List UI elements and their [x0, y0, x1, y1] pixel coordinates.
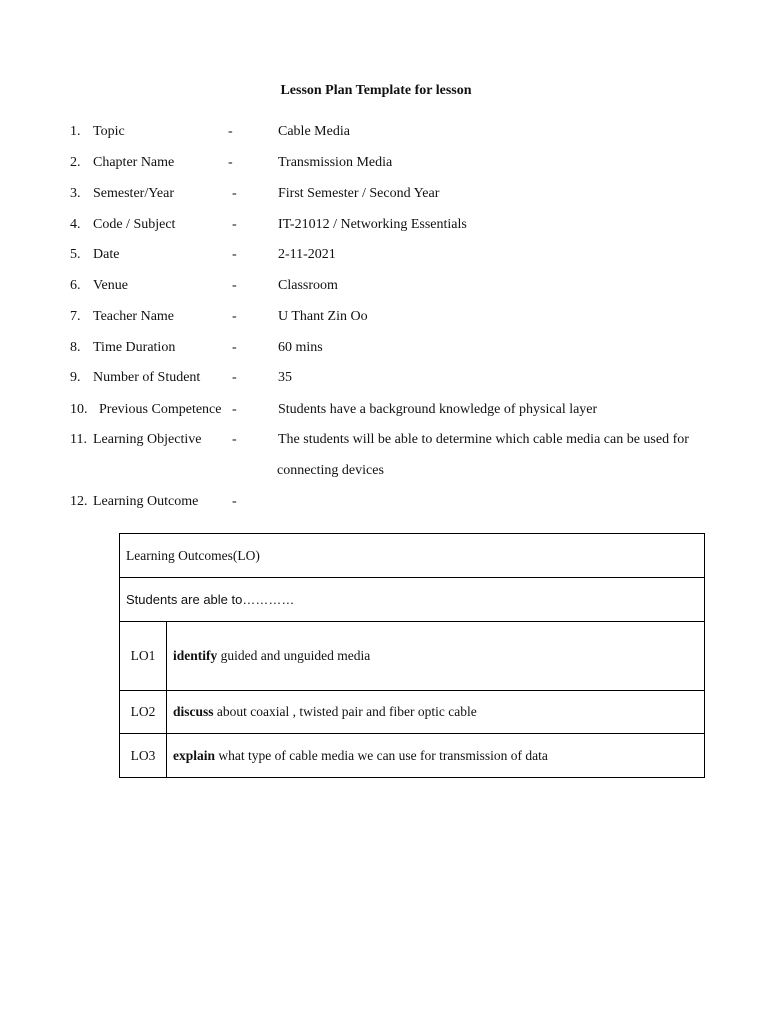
item-number: 7.: [70, 309, 81, 324]
list-item-learning-outcome: [0, 492, 768, 512]
learning-outcomes-table: [119, 533, 705, 778]
table-header-cell: Learning Outcomes(LO): [120, 534, 705, 578]
item-value: U Thant Zin Oo: [278, 309, 368, 324]
outcome-code-cell: LO1: [120, 622, 167, 691]
item-label: Semester/Year: [93, 186, 175, 201]
outcome-description-cell: [167, 622, 705, 691]
item-separator: -: [232, 494, 237, 509]
table-subheader-cell: Students are able to…………: [120, 578, 705, 622]
item-value: The students will be able to determine which cable media can be used for: [278, 432, 689, 447]
item-value: First Semester / Second Year: [278, 186, 440, 201]
item-number: 1.: [70, 124, 81, 139]
table-row: [120, 622, 705, 691]
table-row: [120, 691, 705, 734]
item-separator: -: [232, 217, 237, 232]
item-label: Time Duration: [93, 340, 176, 355]
list-item-code-subject: [0, 215, 768, 235]
item-number: 8.: [70, 340, 81, 355]
outcome-verb: identify: [173, 648, 218, 663]
outcome-text: guided and unguided media: [217, 648, 371, 663]
list-item-learning-objective: [0, 430, 768, 450]
item-separator: -: [232, 247, 237, 262]
table-header-row: [120, 534, 705, 578]
item-value: 2-11-2021: [278, 247, 336, 262]
item-separator: -: [232, 340, 237, 355]
item-label: Previous Competence: [99, 402, 222, 417]
item-number: 3.: [70, 186, 81, 201]
list-item-chapter-name: [0, 153, 768, 173]
item-label: Teacher Name: [93, 309, 175, 324]
outcome-code-cell: LO3: [120, 734, 167, 778]
item-separator: -: [232, 186, 237, 201]
item-number: 10.: [70, 402, 88, 417]
document-title: Lesson Plan Template for lesson: [280, 83, 472, 98]
item-separator: -: [232, 309, 237, 324]
item-value: Students have a background knowledge of physical layer: [278, 402, 598, 417]
item-separator: -: [232, 370, 237, 385]
item-value: Classroom: [278, 278, 338, 293]
learning-objective-continuation: connecting devices: [277, 463, 384, 478]
item-number: 12.: [70, 494, 88, 509]
table-row: [120, 734, 705, 778]
item-value: Transmission Media: [278, 155, 393, 170]
item-number: 9.: [70, 370, 81, 385]
item-separator: -: [228, 155, 233, 170]
item-label: Code / Subject: [93, 217, 176, 232]
item-label: Chapter Name: [93, 155, 175, 170]
outcome-verb: explain: [173, 747, 216, 763]
item-separator: -: [232, 278, 237, 293]
outcome-description-cell: [167, 691, 705, 734]
list-item-previous-competence: [0, 400, 768, 420]
item-separator: -: [228, 124, 233, 139]
item-label: Number of Student: [93, 370, 201, 385]
item-number: 4.: [70, 217, 81, 232]
list-item-number-of-student: [0, 368, 768, 388]
list-item-date: [0, 245, 768, 265]
list-item-topic: [0, 122, 768, 142]
item-number: 2.: [70, 155, 81, 170]
item-value: IT-21012 / Networking Essentials: [278, 217, 467, 232]
item-label: Date: [93, 247, 120, 262]
item-separator: -: [232, 432, 237, 447]
item-value: Cable Media: [278, 124, 350, 139]
list-item-semester-year: [0, 184, 768, 204]
item-label: Learning Objective: [93, 432, 202, 447]
item-label: Topic: [93, 124, 125, 139]
outcome-description-cell: [167, 734, 705, 778]
item-label: Learning Outcome: [93, 494, 199, 509]
item-number: 11.: [70, 432, 87, 447]
list-item-teacher-name: [0, 307, 768, 327]
list-item-venue: [0, 276, 768, 296]
item-separator: -: [232, 402, 237, 417]
item-value: 60 mins: [278, 340, 323, 355]
item-number: 6.: [70, 278, 81, 293]
outcome-verb: discuss: [173, 704, 214, 719]
table-subheader-row: [120, 578, 705, 622]
item-value: 35: [278, 370, 292, 385]
list-item-time-duration: [0, 338, 768, 358]
item-number: 5.: [70, 247, 81, 262]
item-label: Venue: [93, 278, 128, 293]
outcome-code-cell: LO2: [120, 691, 167, 734]
outcome-text: about coaxial , twisted pair and fiber optic cable: [213, 704, 477, 719]
outcome-text: what type of cable media we can use for transmission of data: [215, 747, 548, 763]
